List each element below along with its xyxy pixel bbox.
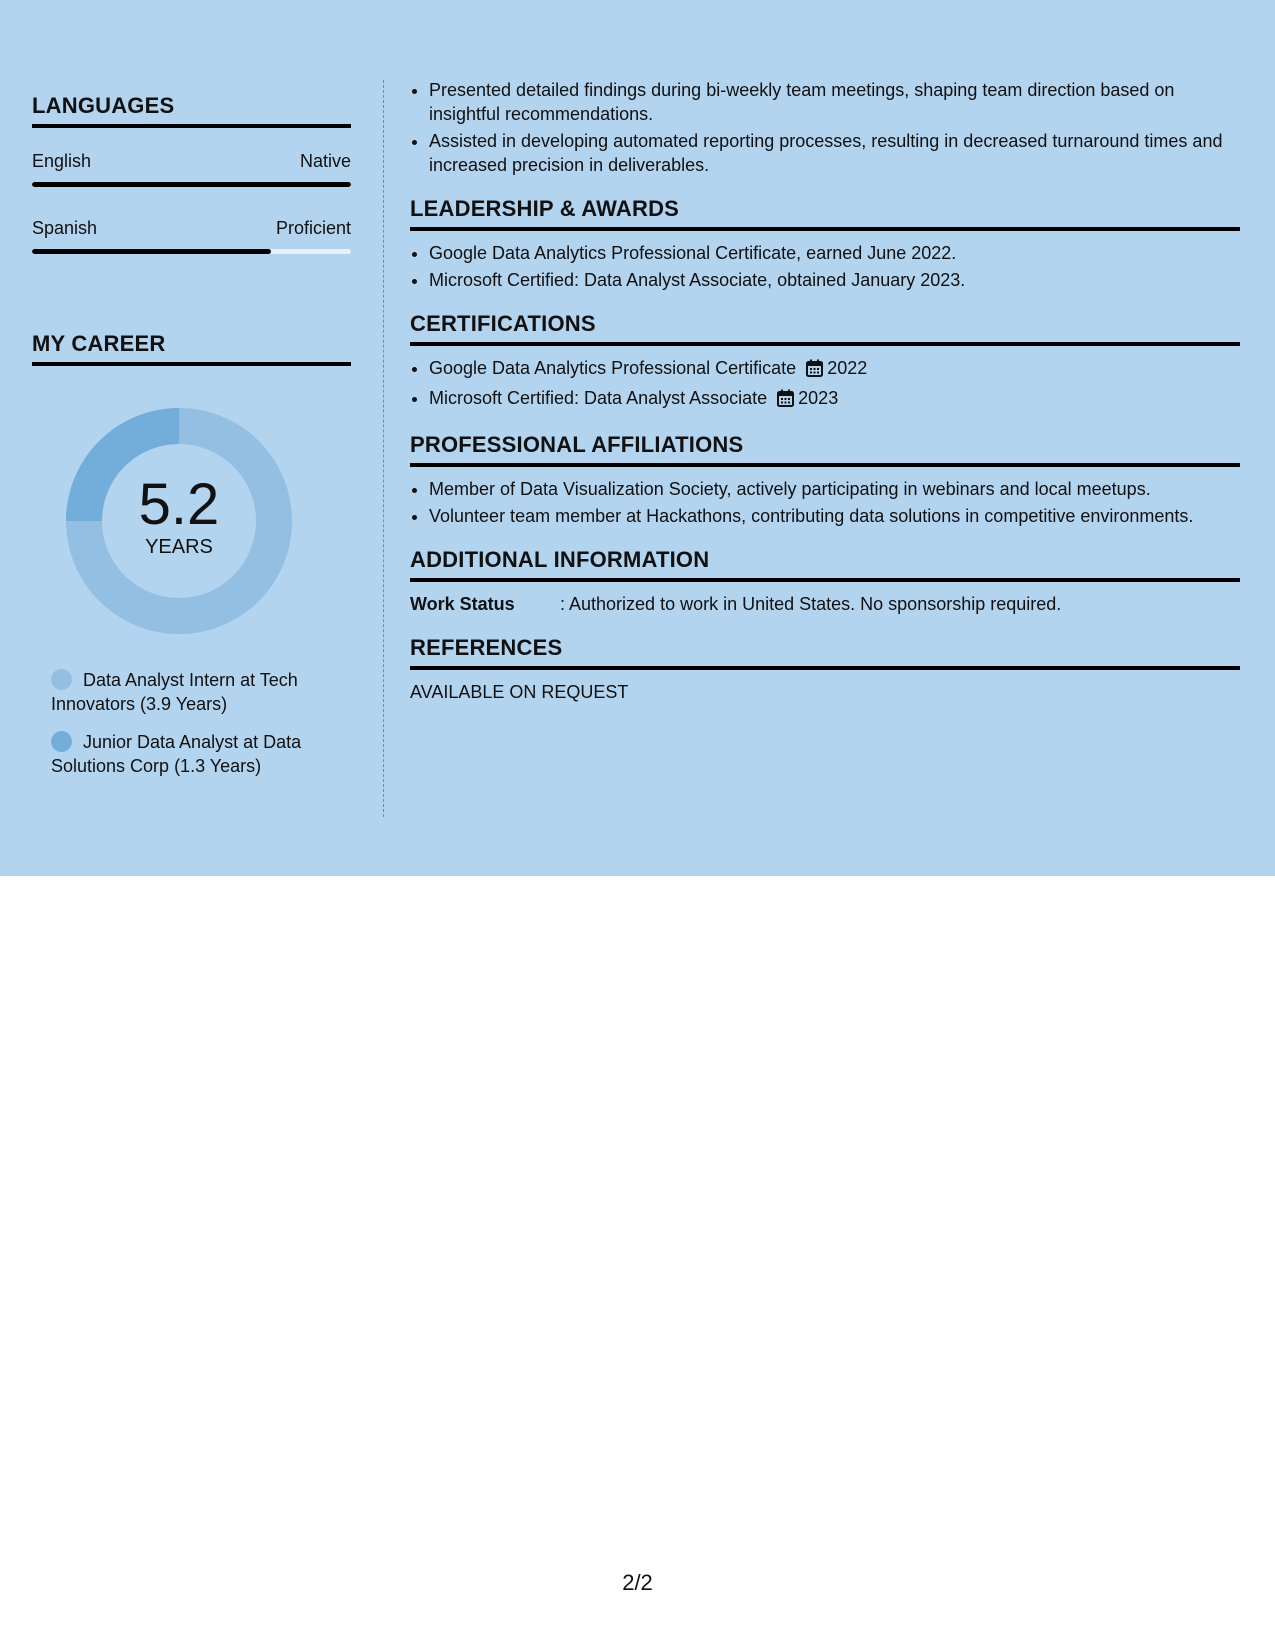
legend-dot-icon — [51, 731, 72, 752]
career-legend-item — [51, 730, 331, 778]
certification-year: 2022 — [827, 358, 868, 378]
certifications-list — [410, 356, 1240, 413]
affiliation-item: • Volunteer team member at Hackathons, contributing data solutions in competitive environments. — [429, 504, 1240, 528]
career-total-years: 5.2 — [138, 472, 220, 537]
career-legend-label: Junior Data Analyst at Data Solutions Corp (1.3 Years) — [51, 732, 302, 776]
language-level: Proficient — [275, 218, 351, 238]
additional-info-title: ADDITIONAL INFORMATION — [410, 546, 1240, 582]
affiliations-title: PROFESSIONAL AFFILIATIONS — [410, 431, 1240, 467]
certification-item — [429, 356, 1240, 383]
career-legend-item — [51, 668, 331, 716]
leadership-list — [410, 241, 1240, 292]
work-status-value: : Authorized to work in United States. No sponsorship required. — [560, 594, 1062, 614]
certification-year: 2023 — [798, 388, 839, 408]
certification-name: Microsoft Certified: Data Analyst Associate — [429, 388, 768, 408]
language-item — [32, 150, 351, 187]
page-number: 2/2 — [622, 1570, 653, 1595]
certifications-title: CERTIFICATIONS — [410, 310, 1240, 346]
leadership-item: • Google Data Analytics Professional Certificate, earned June 2022. — [429, 241, 1240, 265]
experience-bullet: • Assisted in developing automated reporting processes, resulting in decreased turnaround times and increased precision in deliverables. — [429, 129, 1240, 177]
language-bar-fill — [32, 182, 351, 187]
leadership-title: LEADERSHIP & AWARDS — [410, 195, 1240, 231]
left-column — [32, 92, 351, 792]
languages-title: LANGUAGES — [32, 92, 351, 128]
language-bar — [32, 249, 351, 254]
language-name: English — [32, 151, 92, 171]
career-donut-center — [66, 408, 292, 634]
experience-bullets — [410, 78, 1240, 177]
column-divider — [383, 80, 384, 817]
certification-item — [429, 386, 1240, 413]
calendar-icon — [777, 389, 794, 413]
experience-bullet: • Presented detailed findings during bi-weekly team meetings, shaping team direction based on insightful recommendations. — [429, 78, 1240, 126]
career-legend-label: Data Analyst Intern at Tech Innovators (3.9 Years) — [51, 670, 298, 714]
language-level: Native — [299, 151, 351, 171]
references-title: REFERENCES — [410, 634, 1240, 670]
language-bar — [32, 182, 351, 187]
career-donut-chart — [66, 408, 292, 634]
language-item — [32, 217, 351, 254]
leadership-item: • Microsoft Certified: Data Analyst Associate, obtained January 2023. — [429, 268, 1240, 292]
work-status-label: Work Status — [410, 594, 515, 614]
calendar-icon — [806, 359, 823, 383]
language-name: Spanish — [32, 218, 98, 238]
affiliations-list — [410, 477, 1240, 528]
legend-dot-icon — [51, 669, 72, 690]
work-status-row — [410, 592, 1240, 616]
right-column — [410, 78, 1240, 704]
career-total-unit: YEARS — [145, 536, 213, 558]
references-text: AVAILABLE ON REQUEST — [410, 682, 629, 702]
career-title: MY CAREER — [32, 330, 351, 366]
language-bar-fill — [32, 249, 271, 254]
certification-name: Google Data Analytics Professional Certificate — [429, 358, 797, 378]
career-legend — [32, 668, 351, 778]
affiliation-item: • Member of Data Visualization Society, actively participating in webinars and local meetups. — [429, 477, 1240, 501]
